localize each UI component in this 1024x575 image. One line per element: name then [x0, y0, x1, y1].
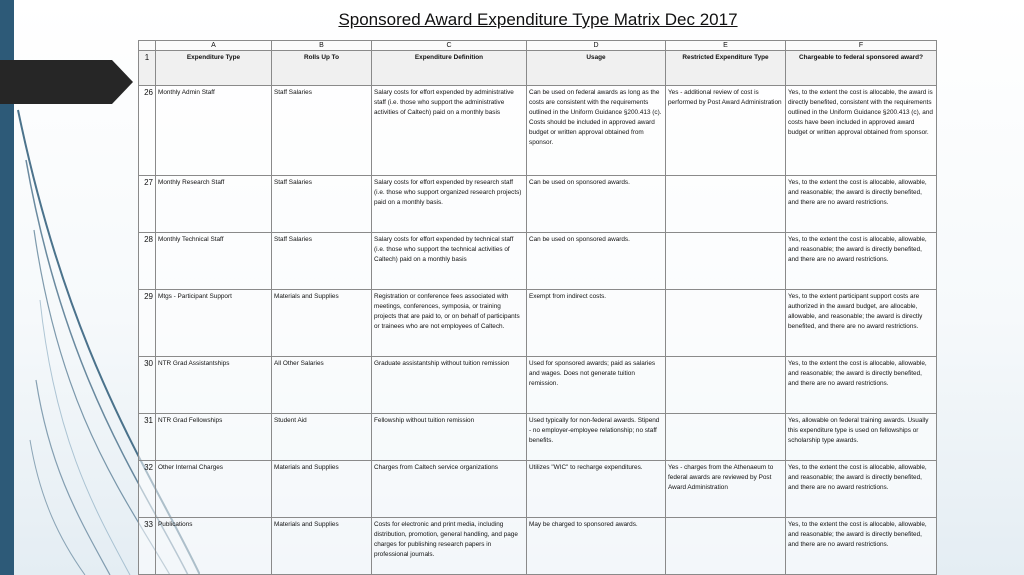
header-expenditure-definition: Expenditure Definition [372, 51, 527, 86]
cell-chargeable: Yes, to the extent the cost is allocable, the award is directly benefited, consistent with the requirements outlined in the Uniform Guidance §200.413 (c), and costs have been included in approved award budget or written approval obtained from sponsor. [786, 86, 937, 176]
table-row [139, 414, 937, 461]
cell-restricted [666, 290, 786, 357]
cell-definition: Charges from Caltech service organizations [372, 461, 527, 518]
row-number: 31 [139, 414, 156, 461]
column-letter: B [272, 41, 372, 51]
cell-definition: Registration or conference fees associated with meetings, conferences, symposia, or training projects that are paid to, or on behalf of participants or trainees who are not employees of Caltech. [372, 290, 527, 357]
header-restricted-expenditure-type: Restricted Expenditure Type [666, 51, 786, 86]
row-number: 1 [139, 51, 156, 86]
header-row [139, 51, 937, 86]
cell-restricted [666, 414, 786, 461]
row-number: 26 [139, 86, 156, 176]
table-row [139, 357, 937, 414]
cell-chargeable: Yes, to the extent participant support costs are authorized in the award budget, are allocable, allowable, and reasonable; the award is directly benefited, and there are no award restrictions. [786, 290, 937, 357]
header-chargeable: Chargeable to federal sponsored award? [786, 51, 937, 86]
row-number: 33 [139, 518, 156, 575]
table-row [139, 176, 937, 233]
column-letter-row [139, 41, 937, 51]
table-row [139, 290, 937, 357]
cell-restricted: Yes - charges from the Athenaeum to federal awards are reviewed by Post Award Administration [666, 461, 786, 518]
cell-rolls-up-to: All Other Salaries [272, 357, 372, 414]
cell-chargeable: Yes, to the extent the cost is allocable, allowable, and reasonable; the award is directly benefited, and there are no award restrictions. [786, 233, 937, 290]
cell-rolls-up-to: Materials and Supplies [272, 518, 372, 575]
cell-expenditure-type: Publications [156, 518, 272, 575]
cell-expenditure-type: Monthly Technical Staff [156, 233, 272, 290]
cell-definition: Graduate assistantship without tuition remission [372, 357, 527, 414]
column-letter: E [666, 41, 786, 51]
cell-usage: Used typically for non-federal awards. Stipend - no employer-employee relationship; no staff benefits. [527, 414, 666, 461]
cell-rolls-up-to: Staff Salaries [272, 86, 372, 176]
cell-usage: Can be used on federal awards as long as the costs are consistent with the requirements outlined in the Uniform Guidance §200.413 (c). Costs should be included in approved award budget or written approval obtained from sponsor. [527, 86, 666, 176]
row-number: 28 [139, 233, 156, 290]
cell-chargeable: Yes, to the extent the cost is allocable, allowable, and reasonable; the award is directly benefited, and there are no award restrictions. [786, 461, 937, 518]
cell-usage: May be charged to sponsored awards. [527, 518, 666, 575]
row-number: 32 [139, 461, 156, 518]
cell-usage: Used for sponsored awards; paid as salaries and wages. Does not generate tuition remission. [527, 357, 666, 414]
cell-chargeable: Yes, to the extent the cost is allocable, allowable, and reasonable; the award is directly benefited, and there are no award restrictions. [786, 518, 937, 575]
cell-expenditure-type: Mtgs - Participant Support [156, 290, 272, 357]
column-letter: A [156, 41, 272, 51]
row-number: 27 [139, 176, 156, 233]
cell-restricted [666, 233, 786, 290]
page-title: Sponsored Award Expenditure Type Matrix Dec 2017 [338, 10, 738, 29]
cell-definition: Salary costs for effort expended by administrative staff (i.e. those who support the administrative activities of Caltech) paid on a monthly basis [372, 86, 527, 176]
column-letter: C [372, 41, 527, 51]
cell-rolls-up-to: Materials and Supplies [272, 290, 372, 357]
header-usage: Usage [527, 51, 666, 86]
row-number: 29 [139, 290, 156, 357]
expenditure-matrix-table [138, 40, 937, 575]
row-number: 30 [139, 357, 156, 414]
table-row [139, 518, 937, 575]
corner-cell [139, 41, 156, 51]
cell-restricted [666, 357, 786, 414]
header-rolls-up-to: Rolls Up To [272, 51, 372, 86]
cell-chargeable: Yes, to the extent the cost is allocable, allowable, and reasonable; the award is directly benefited, and there are no award restrictions. [786, 176, 937, 233]
cell-expenditure-type: NTR Grad Fellowships [156, 414, 272, 461]
table-row [139, 233, 937, 290]
column-letter: F [786, 41, 937, 51]
cell-definition: Fellowship without tuition remission [372, 414, 527, 461]
cell-rolls-up-to: Student Aid [272, 414, 372, 461]
header-expenditure-type: Expenditure Type [156, 51, 272, 86]
table-row [139, 461, 937, 518]
arrow-decoration [0, 60, 133, 104]
cell-chargeable: Yes, to the extent the cost is allocable, allowable, and reasonable; the award is directly benefited, and there are no award restrictions. [786, 357, 937, 414]
cell-expenditure-type: Monthly Admin Staff [156, 86, 272, 176]
cell-definition: Salary costs for effort expended by technical staff (i.e. those who support the technical activities of Caltech) paid on a monthly basis [372, 233, 527, 290]
cell-usage: Exempt from indirect costs. [527, 290, 666, 357]
cell-usage: Can be used on sponsored awards. [527, 233, 666, 290]
cell-restricted: Yes - additional review of cost is performed by Post Award Administration [666, 86, 786, 176]
cell-restricted [666, 518, 786, 575]
cell-restricted [666, 176, 786, 233]
column-letter: D [527, 41, 666, 51]
cell-expenditure-type: NTR Grad Assistantships [156, 357, 272, 414]
cell-definition: Salary costs for effort expended by research staff (i.e. those who support organized research projects) paid on a monthly basis. [372, 176, 527, 233]
cell-definition: Costs for electronic and print media, including distribution, promotion, general handling, and page charges for publishing research papers in professional journals. [372, 518, 527, 575]
cell-expenditure-type: Other Internal Charges [156, 461, 272, 518]
table-row [139, 86, 937, 176]
cell-chargeable: Yes, allowable on federal training awards. Usually this expenditure type is used on fellowships or scholarship type awards. [786, 414, 937, 461]
cell-expenditure-type: Monthly Research Staff [156, 176, 272, 233]
cell-rolls-up-to: Staff Salaries [272, 233, 372, 290]
cell-rolls-up-to: Staff Salaries [272, 176, 372, 233]
cell-usage: Can be used on sponsored awards. [527, 176, 666, 233]
cell-usage: Utilizes "WIC" to recharge expenditures. [527, 461, 666, 518]
cell-rolls-up-to: Materials and Supplies [272, 461, 372, 518]
